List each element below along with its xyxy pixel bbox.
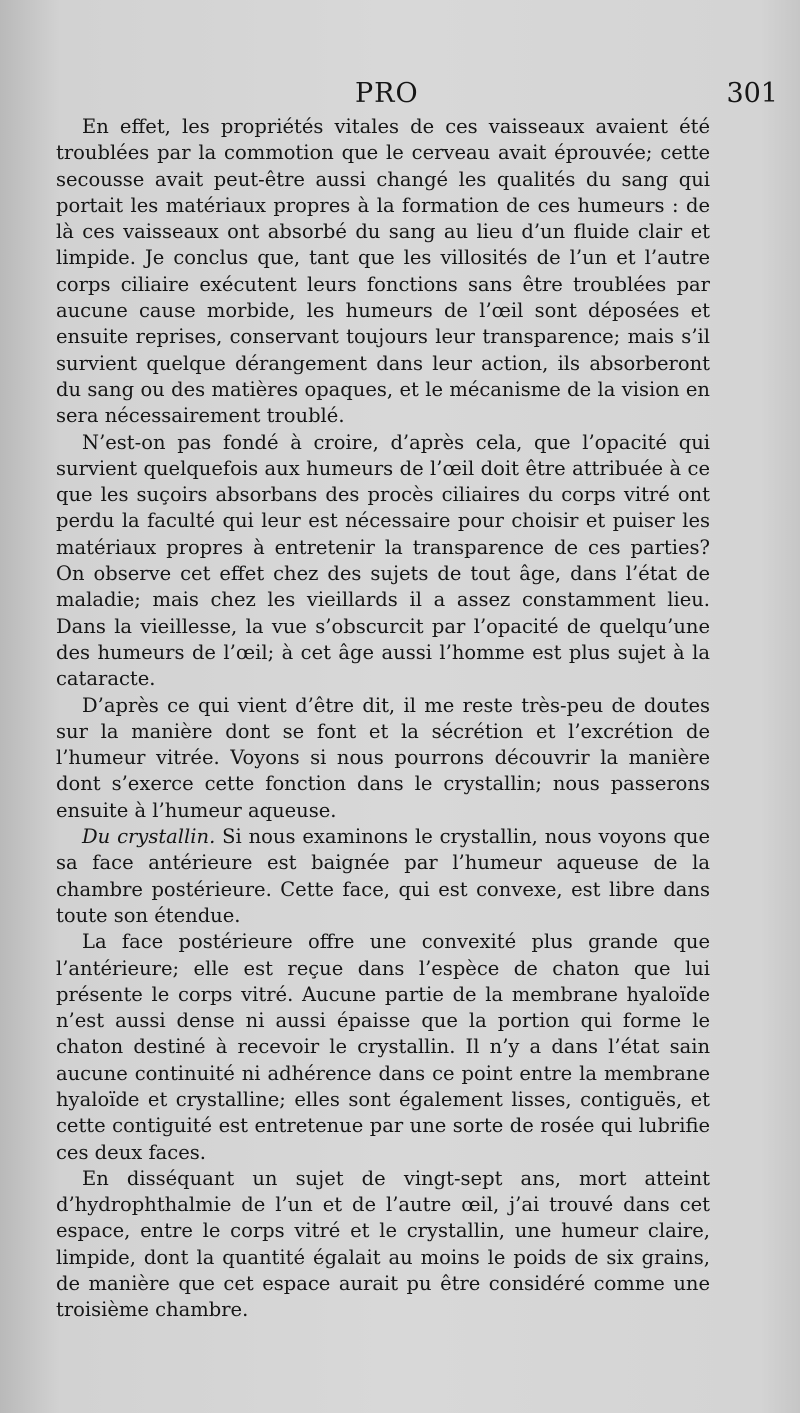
- running-head: PRO: [355, 78, 419, 109]
- paragraph-4-text: Si nous examinons le crystallin, nous voyons que sa face antérieure est baignée par l’humeur aqueuse de la chambre postérieure. Cette face, qui est convexe, est libre dans toute son étendue.: [56, 825, 710, 927]
- paragraph-3: D’après ce qui vient d’être dit, il me reste très-peu de doutes sur la manière dont se font et la sécrétion et l’excrétion de l’humeur vitrée. Voyons si nous pourrons découvrir la manière dont s’exerce cette fonction dans le crystallin; nous passerons ensuite à l’humeur aqueuse.: [56, 693, 710, 822]
- page-header: [0, 74, 800, 114]
- paragraph-4: [56, 824, 710, 929]
- paragraph-6: En disséquant un sujet de vingt-sept ans, mort atteint d’hydrophthalmie de l’un et de l’autre œil, j’ai trouvé dans cet espace, entre le corps vitré et le crystallin, une humeur claire, limpide, dont la quantité égalait au moins le poids de six grains, de manière que cet espace aurait pu être considéré comme une troisième chambre.: [56, 1166, 710, 1322]
- paragraph-5: La face postérieure offre une convexité plus grande que l’antérieure; elle est reçue dans l’espèce de chaton que lui présente le corps vitré. Aucune partie de la membrane hyaloïde n’est aussi dense ni aussi épaisse que la portion qui forme le chaton destiné à recevoir le crystallin. Il n’y a dans l’état sain aucune continuité ni adhérence dans ce point entre la membrane hyaloïde et crystalline; elles sont également lisses, contiguës, et cette contiguité est entretenue par une sorte de rosée qui lubrifie ces deux faces.: [56, 930, 710, 1164]
- paragraph-1: En effet, les propriétés vitales de ces vaisseaux avaient été troublées par la commotion que le cerveau avait éprouvée; cette secousse avait peut-être aussi changé les qualités du sang qui portait les matériaux propres à la formation de ces humeurs : de là ces vaisseaux ont absorbé du sang au lieu d’un fluide clair et limpide. Je conclus que, tant que les villosités de l’un et l’autre corps ciliaire exécutent leurs fonctions sans être troublées par aucune cause morbide, les humeurs de l’œil sont déposées et ensuite reprises, conservant toujours leur transparence; mais s’il survient quelque dérangement dans leur action, ils absorberont du sang ou des matières opaques, et le mécanisme de la vision en sera nécessairement troublé.: [56, 115, 710, 428]
- section-heading: Du crystallin.: [82, 825, 216, 849]
- page-number: 301: [726, 78, 778, 109]
- paragraph-2: N’est-on pas fondé à croire, d’après cela, que l’opacité qui survient quelquefois aux humeurs de l’œil doit être attribuée à ce que les suçoirs absorbans des procès ciliaires du corps vitré ont perdu la faculté qui leur est nécessaire pour choisir et puiser les matériaux propres à entretenir la transparence de ces parties? On observe cet effet chez des sujets de tout âge, dans l’état de maladie; mais chez les vieillards il a assez constamment lieu. Dans la vieillesse, la vue s’obscurcit par l’opacité de quelqu’une des humeurs de l’œil; à cet âge aussi l’homme est plus sujet à la cataracte.: [56, 430, 710, 691]
- body-text: [56, 114, 710, 1324]
